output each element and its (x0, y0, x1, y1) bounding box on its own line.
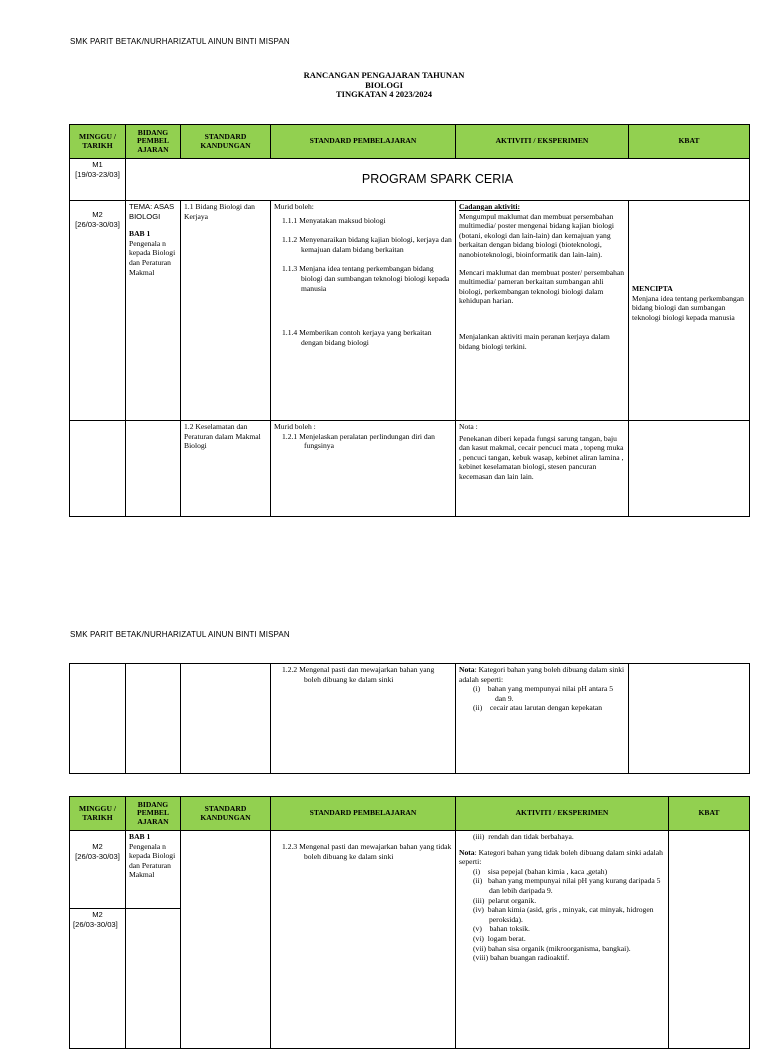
col-header-content-standard: STANDARD KANDUNGAN (181, 125, 271, 159)
item-number: (iii) (473, 832, 485, 841)
week-label: M1 (92, 160, 103, 169)
kbat-cell (629, 201, 750, 421)
week-cell (70, 421, 126, 517)
item-number: (iv) (473, 905, 484, 915)
item-number: (vi) (473, 933, 484, 943)
content-standard-cell (181, 831, 271, 1049)
week-cell (70, 201, 126, 421)
note-text: : Kategori bahan yang boleh dibuang dalam sinki adalah seperti: (459, 665, 625, 684)
note-text: : Kategori bahan yang tidak boleh dibuang dalam sinki adalah seperti: (459, 847, 663, 867)
table-row (70, 421, 750, 517)
title-line-1: RANCANGAN PENGAJARAN TAHUNAN (303, 70, 465, 80)
week-date: [19/03-23/03] (75, 169, 120, 179)
learning-item: 1.2.3 Mengenal pasti dan mewajarkan bahan yang tidak boleh dibuang ke dalam sinki (282, 842, 452, 861)
item-text: bahan buangan radioaktif. (490, 953, 570, 963)
week-date: [26/03-30/03] (75, 219, 120, 229)
col-header-activity: AKTIVITI / EKSPERIMEN (456, 797, 669, 831)
learning-standard-cell (271, 664, 456, 774)
page-header: SMK PARIT BETAK/NURHARIZATUL AINUN BINTI MISPAN (70, 630, 290, 639)
table-row (70, 831, 750, 909)
activity-item: Menjalankan aktiviti main peranan kerjaya dalam bidang biologi terkini. (459, 331, 610, 351)
item-text: bahan kimia (asid, gris , minyak, cat minyak, hidrogen peroksida). (487, 905, 654, 924)
learning-item: 1.2.2 Mengenal pasti dan mewajarkan bahan yang boleh dibuang ke dalam sinki (282, 665, 435, 684)
area-cell (126, 201, 181, 421)
item-number: (ii) (473, 703, 483, 713)
area-cell (126, 421, 181, 517)
table-header-row (70, 797, 750, 831)
area-cell (126, 831, 181, 909)
item-number: (ii) (473, 876, 483, 886)
note-text: Penekanan diberi kepada fungsi sarung tangan, baju dan kasut makmal, cecair pencuci mata , topeng muka , pencuci tangan, kebuk wasap, kebinet aliran lamina , kebinet keselamatan biologi, stesen pancuran kecemasan dan lain lain. (459, 433, 624, 481)
learning-intro: Murid boleh : (274, 422, 316, 431)
item-text: pelarut organik. (488, 895, 537, 905)
col-header-area: BIDANG PEMBEL AJARAN (126, 797, 181, 831)
item-number: (iii) (473, 895, 485, 905)
learning-item: 1.1.2 Menyenaraikan bidang kajian biologi, kerjaya dan kemajuan dalam bidang berkaitan (282, 235, 452, 254)
list-item (459, 896, 665, 906)
chapter-label: BAB 1 (129, 832, 151, 841)
item-number: (viii) (473, 953, 489, 963)
item-text: sisa pepejal (bahan kimia , kaca ,getah) (487, 866, 608, 876)
col-header-kbat: KBAT (629, 125, 750, 159)
week-date: [26/03-30/03] (75, 851, 120, 861)
activity-cell (456, 201, 629, 421)
activity-cell (456, 831, 669, 1049)
title-line-2: BIOLOGI (365, 79, 403, 90)
learning-item: 1.1.1 Menyatakan maksud biologi (282, 215, 386, 225)
week-label: M2 (92, 910, 103, 919)
col-header-learning-standard: STANDARD PEMBELAJARAN (271, 797, 456, 831)
content-standard-cell (181, 664, 271, 774)
activity-cell (456, 664, 629, 774)
col-header-week: MINGGU / TARIKH (70, 125, 126, 159)
continuation-table (69, 663, 750, 774)
area-cell (126, 909, 181, 1049)
week-cell (70, 831, 126, 909)
learning-standard-cell (271, 831, 456, 1049)
lesson-plan-table-2 (69, 796, 750, 1049)
chapter-title: Pengenala n kepada Biologi dan Peraturan Makmal (129, 238, 176, 277)
item-number: (i) (473, 684, 481, 694)
theme-label: TEMA: ASAS BIOLOGI (129, 202, 175, 221)
chapter-title: Pengenala n kepada Biologi dan Peraturan Makmal (129, 841, 176, 880)
list-item (459, 944, 665, 954)
list-item (459, 905, 665, 924)
table-row (70, 664, 750, 774)
list-item (459, 867, 665, 877)
item-text: bahan sisa organik (mikroorganisma, bangkai). (487, 943, 631, 953)
table-row (70, 201, 750, 421)
kbat-text: Menjana idea tentang perkembangan bidang biologi dan sumbangan teknologi biologi kepada manusia (632, 293, 744, 322)
list-item (459, 934, 665, 944)
item-text: bahan yang mempunyai nilai pH yang kurang daripada 5 dan lebih daripada 9. (487, 876, 661, 895)
col-header-kbat: KBAT (669, 797, 750, 831)
week-date: [26/03-30/03] (73, 919, 118, 929)
document-title (0, 71, 768, 100)
item-text: logam berat. (487, 933, 526, 943)
week-label: M2 (92, 842, 103, 851)
content-standard-cell: 1.2 Keselamatan dan Peraturan dalam Makmal Biologi (181, 421, 271, 517)
week-cell (70, 909, 126, 1049)
item-text: bahan toksik. (487, 924, 530, 934)
list-item (459, 684, 625, 703)
activity-cell (456, 421, 629, 517)
learning-standard-cell (271, 421, 456, 517)
activity-title: Cadangan aktiviti: (459, 202, 520, 211)
week-cell (70, 159, 126, 201)
kbat-cell (629, 421, 750, 517)
week-label: M2 (92, 210, 103, 219)
kbat-cell (629, 664, 750, 774)
list-item (459, 953, 665, 963)
lesson-plan-table (69, 124, 750, 517)
note-title: Nota (459, 665, 475, 674)
col-header-content-standard: STANDARD KANDUNGAN (181, 797, 271, 831)
table-row (70, 159, 750, 201)
learning-item: 1.2.1 Menjelaskan peralatan perlindungan diri dan fungsinya (282, 431, 435, 451)
list-item (459, 876, 665, 895)
note-title: Nota : (459, 422, 478, 431)
kbat-title: MENCIPTA (632, 284, 673, 293)
program-cell: PROGRAM SPARK CERIA (126, 159, 750, 201)
list-item (459, 924, 665, 934)
col-header-area: BIDANG PEMBEL AJARAN (126, 125, 181, 159)
activity-item: Mencari maklumat dan membuat poster/ persembahan multimedia/ pameran berkaitan sumbangan ahli biologi, perkembangan teknologi biologi dalam kehidupan harian. (459, 267, 625, 306)
item-number: (vii) (473, 943, 487, 953)
learning-intro: Murid boleh: (274, 202, 314, 211)
learning-item: 1.1.3 Menjana idea tentang perkembangan bidang biologi dan sumbangan teknologi biologi kepada manusia (282, 264, 450, 293)
area-cell (126, 664, 181, 774)
list-item (459, 703, 625, 713)
table-header-row (70, 125, 750, 159)
col-header-activity: AKTIVITI / EKSPERIMEN (456, 125, 629, 159)
col-header-week: MINGGU / TARIKH (70, 797, 126, 831)
learning-item: 1.1.4 Memberikan contoh kerjaya yang berkaitan dengan bidang biologi (282, 328, 432, 347)
item-text: cecair atau larutan dengan kepekatan (489, 703, 603, 713)
content-standard-cell: 1.1 Bidang Biologi dan Kerjaya (181, 201, 271, 421)
note-title: Nota (459, 847, 475, 857)
item-number: (i) (473, 866, 481, 876)
activity-item: Mengumpul maklumat dan membuat persembahan multimedia/ poster mengenai bidang kajian biologi (botani, ekologi dan lain-lain) dan kemajuan yang berkaitan dengan bidang biologi (bioteknologi, nanobioteknologi, bioinformatik dan lain-lain). (459, 211, 615, 259)
title-line-3: TINGKATAN 4 2023/2024 (335, 89, 433, 99)
chapter-label: BAB 1 (129, 229, 151, 239)
page-header: SMK PARIT BETAK/NURHARIZATUL AINUN BINTI MISPAN (70, 37, 290, 46)
learning-standard-cell (271, 201, 456, 421)
list-item (459, 832, 665, 842)
item-text: bahan yang mempunyai nilai pH antara 5 dan 9. (487, 684, 614, 703)
col-header-learning-standard: STANDARD PEMBELAJARAN (271, 125, 456, 159)
item-number: (v) (473, 924, 482, 934)
item-text: rendah dan tidak berbahaya. (488, 832, 574, 841)
kbat-cell (669, 831, 750, 1049)
week-cell (70, 664, 126, 774)
